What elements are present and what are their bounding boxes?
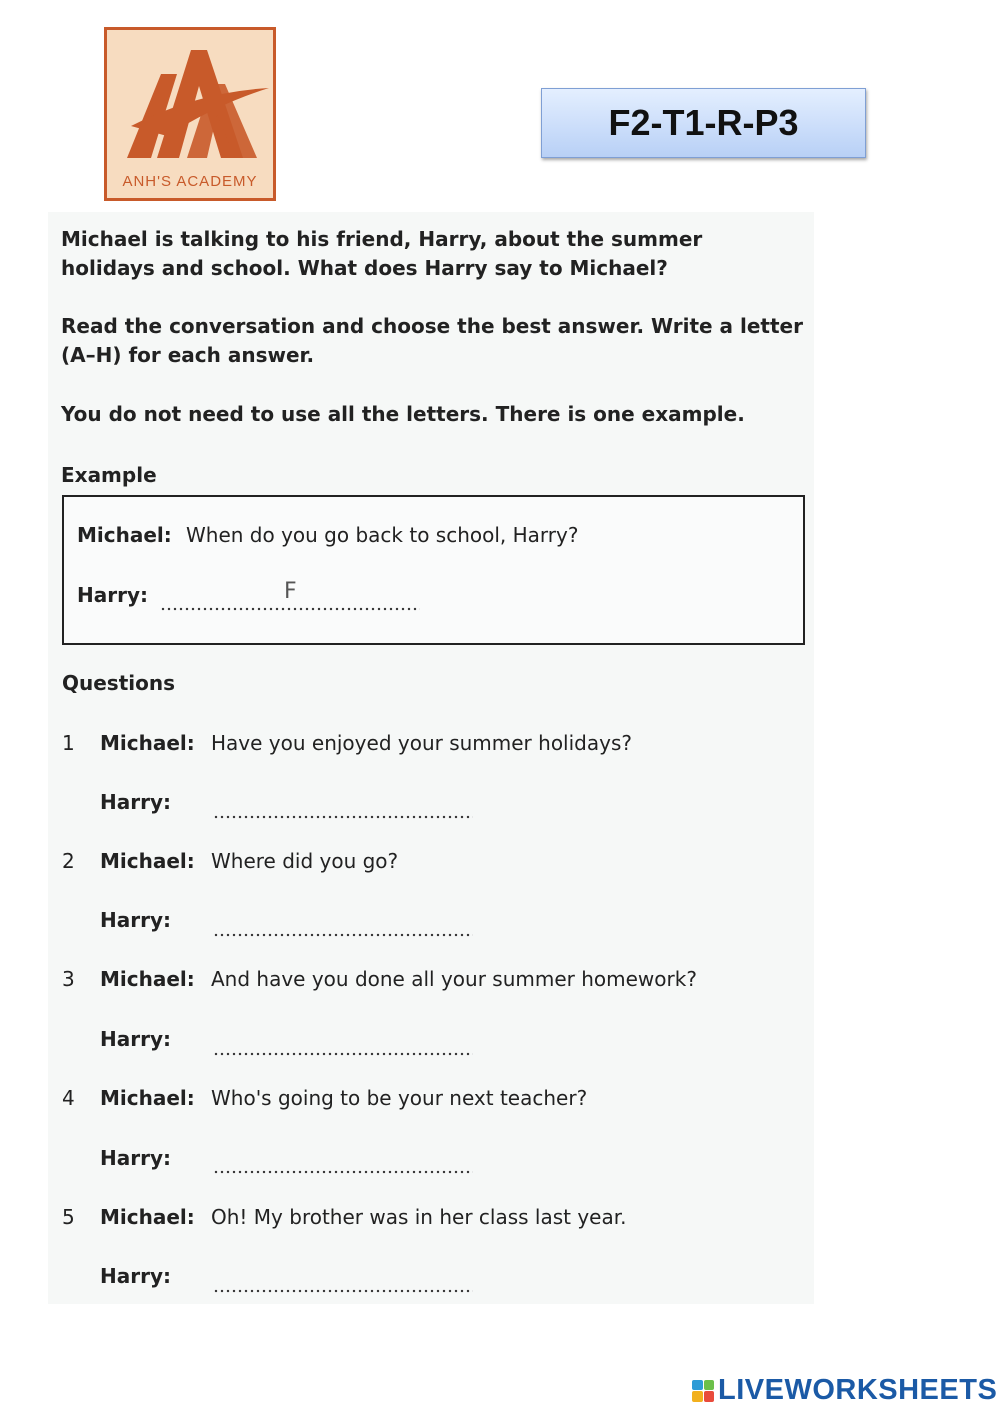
answer-blank-3[interactable] bbox=[213, 1052, 473, 1056]
liveworksheets-brand: LIVEWORKSHEETS bbox=[718, 1374, 998, 1406]
liveworksheets-logo bbox=[692, 1374, 997, 1407]
instruction-line: You do not need to use all the letters. There is one example. bbox=[61, 402, 745, 426]
question-number: 3 bbox=[62, 967, 75, 991]
example-question: When do you go back to school, Harry? bbox=[186, 523, 579, 547]
example-answer-line bbox=[160, 607, 420, 611]
question-number: 4 bbox=[62, 1086, 75, 1110]
question-text: Oh! My brother was in her class last year. bbox=[211, 1205, 627, 1229]
michael-label: Michael: bbox=[77, 523, 172, 547]
michael-label: Michael: bbox=[100, 1205, 195, 1229]
instruction-line: Michael is talking to his friend, Harry, about the summer bbox=[61, 227, 703, 251]
answer-blank-5[interactable] bbox=[213, 1289, 473, 1293]
academy-logo-mark bbox=[107, 30, 273, 170]
question-number: 1 bbox=[62, 731, 75, 755]
instruction-line: Read the conversation and choose the best answer. Write a letter bbox=[61, 314, 803, 338]
question-number: 2 bbox=[62, 849, 75, 873]
questions-heading: Questions bbox=[62, 671, 176, 695]
question-text: Have you enjoyed your summer holidays? bbox=[211, 731, 632, 755]
harry-label: Harry: bbox=[100, 1146, 171, 1170]
question-text: Who's going to be your next teacher? bbox=[211, 1086, 588, 1110]
logo-text: ANH'S ACADEMY bbox=[122, 173, 258, 190]
answer-blank-1[interactable] bbox=[213, 815, 473, 819]
instruction-line: holidays and school. What does Harry say to Michael? bbox=[61, 256, 668, 280]
harry-label: Harry: bbox=[77, 583, 148, 607]
question-text: And have you done all your summer homework? bbox=[211, 967, 697, 991]
instruction-line: (A–H) for each answer. bbox=[61, 343, 315, 367]
question-text: Where did you go? bbox=[211, 849, 399, 873]
liveworksheets-icon bbox=[692, 1380, 714, 1402]
question-number: 5 bbox=[62, 1205, 75, 1229]
answer-blank-4[interactable] bbox=[213, 1170, 473, 1174]
worksheet-page bbox=[48, 212, 814, 1304]
example-heading: Example bbox=[61, 463, 157, 487]
answer-blank-2[interactable] bbox=[213, 933, 473, 937]
harry-label: Harry: bbox=[100, 1264, 171, 1288]
michael-label: Michael: bbox=[100, 849, 195, 873]
worksheet-code: F2-T1-R-P3 bbox=[541, 88, 866, 158]
harry-label: Harry: bbox=[100, 790, 171, 814]
academy-logo bbox=[104, 27, 276, 201]
example-box bbox=[62, 495, 805, 645]
michael-label: Michael: bbox=[100, 967, 195, 991]
harry-label: Harry: bbox=[100, 908, 171, 932]
michael-label: Michael: bbox=[100, 731, 195, 755]
example-answer: F bbox=[284, 579, 297, 604]
michael-label: Michael: bbox=[100, 1086, 195, 1110]
harry-label: Harry: bbox=[100, 1027, 171, 1051]
